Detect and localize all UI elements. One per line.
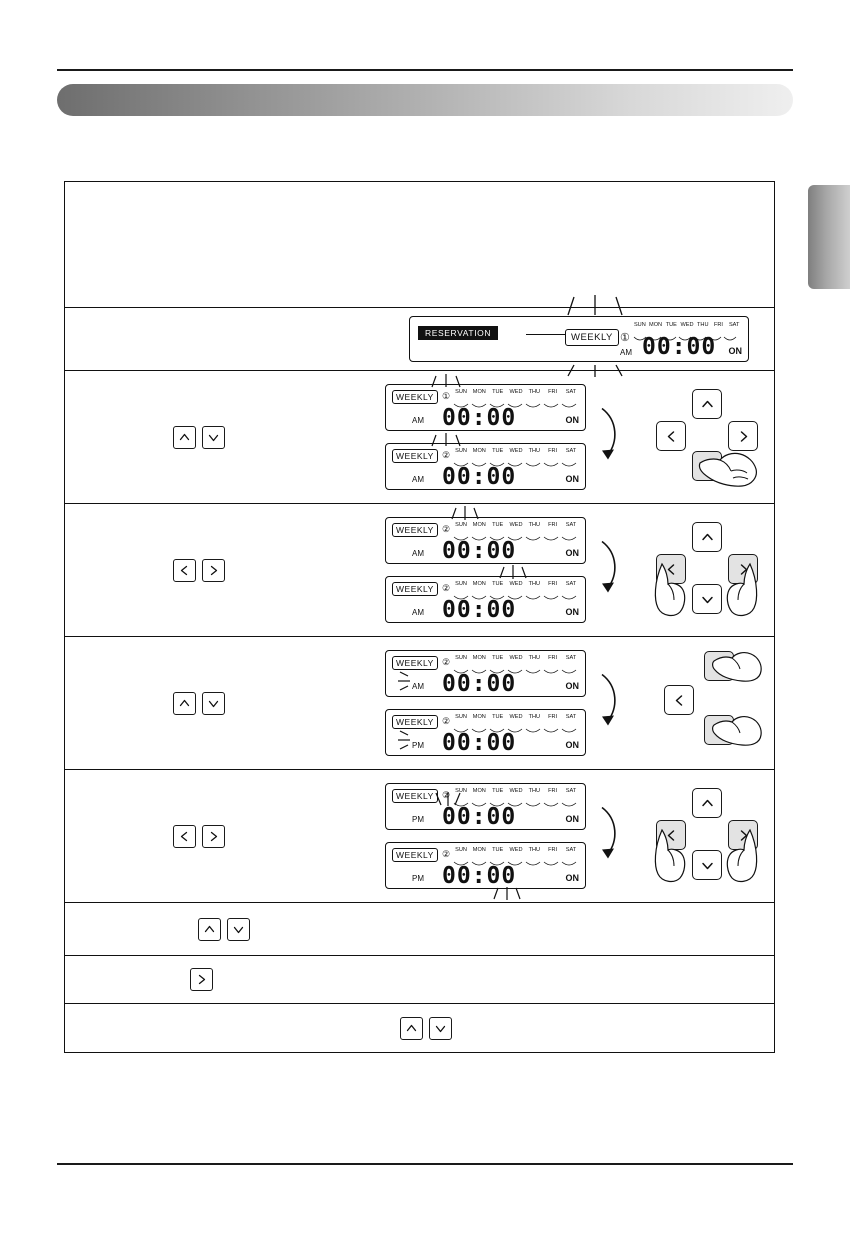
lcd-time-value: 00:00: [642, 334, 717, 360]
procedure-table: [64, 181, 775, 1053]
lcd-weekly-badge: WEEKLY: [392, 449, 438, 463]
lcd-slot-number: ②: [442, 849, 451, 859]
lcd-day-sat: SAT: [565, 448, 577, 454]
lcd-day-mon: MON: [472, 522, 486, 528]
remote-illustration-1: [638, 371, 774, 503]
lcd-day-tue: TUE: [492, 655, 504, 661]
remote-down-button[interactable]: [692, 584, 722, 614]
lcd-day-sun: SUN: [455, 389, 467, 395]
down-arrow-key[interactable]: [227, 918, 250, 941]
keys-group-up-down-4: [65, 1004, 774, 1052]
lcd-ampm-indicator: AM: [412, 682, 424, 691]
lcd-day-row: [452, 522, 580, 528]
up-arrow-key[interactable]: [173, 692, 196, 715]
right-arrow-key[interactable]: [202, 825, 225, 848]
lcd-day-arcs: [452, 456, 580, 463]
lcd-weekly-badge: WEEKLY: [392, 582, 438, 596]
down-arrow-key[interactable]: [202, 426, 225, 449]
keys-group-left-right-2: [65, 770, 333, 902]
lcd-day-sat: SAT: [565, 788, 577, 794]
lcd-day-sat: SAT: [565, 522, 577, 528]
lcd-day-sun: SUN: [455, 655, 467, 661]
lcd-ampm-indicator: AM: [412, 608, 424, 617]
left-arrow-key[interactable]: [173, 559, 196, 582]
down-arrow-key[interactable]: [429, 1017, 452, 1040]
lcd-day-sat: SAT: [565, 389, 577, 395]
pointing-hand-left-icon: [652, 828, 690, 884]
blink-mark-day-sun: [448, 505, 482, 521]
lcd-weekly-badge: WEEKLY: [392, 656, 438, 670]
lcd-day-wed: WED: [509, 522, 523, 528]
lcd-time-value: 00:00: [442, 597, 517, 623]
lcd-lead-line: [526, 334, 566, 335]
remote-right-button[interactable]: [728, 421, 758, 451]
lcd-day-arcs: [452, 530, 580, 537]
lcd-day-fri: FRI: [548, 655, 558, 661]
lcd-ampm-indicator: AM: [412, 549, 424, 558]
lcd-display-top: [385, 783, 586, 830]
lcd-on-indicator: ON: [565, 681, 579, 691]
lcd-time-value: 00:00: [442, 464, 517, 490]
right-arrow-key[interactable]: [202, 559, 225, 582]
lcd-day-sat: SAT: [565, 655, 577, 661]
lcd-day-sat: SAT: [728, 322, 740, 328]
blink-mark-slot: [426, 373, 466, 389]
lcd-day-fri: FRI: [713, 322, 723, 328]
lcd-weekly-badge: WEEKLY: [392, 789, 438, 803]
table-row-step-adjust: [65, 903, 774, 956]
keys-group-up-down-2: [65, 637, 333, 769]
lcd-day-wed: WED: [509, 581, 523, 587]
lcd-day-sat: SAT: [565, 581, 577, 587]
lcd-display-bottom: [385, 842, 586, 889]
lcd-on-indicator: ON: [565, 548, 579, 558]
remote-illustration-3: [638, 637, 774, 769]
remote-left-button[interactable]: [656, 421, 686, 451]
lcd-day-arcs: [452, 722, 580, 729]
lcd-day-wed: WED: [509, 714, 523, 720]
lcd-day-thu: THU: [528, 847, 541, 853]
pointing-hand-right-icon: [722, 562, 760, 618]
right-arrow-key[interactable]: [190, 968, 213, 991]
lcd-day-thu: THU: [528, 788, 541, 794]
flow-arrow: [598, 804, 624, 869]
table-row-intro: [65, 182, 774, 308]
lcd-day-arcs: [452, 663, 580, 670]
lcd-day-tue: TUE: [492, 522, 504, 528]
lcd-day-mon: MON: [472, 714, 486, 720]
pointing-hand-icon-top: [712, 649, 764, 683]
remote-illustration-4: [638, 770, 774, 902]
lcd-day-sun: SUN: [455, 581, 467, 587]
lcd-day-fri: FRI: [548, 714, 558, 720]
lcd-slot-number: ②: [442, 524, 451, 534]
lcd-day-fri: FRI: [548, 522, 558, 528]
up-arrow-key[interactable]: [400, 1017, 423, 1040]
lcd-on-indicator: ON: [565, 873, 579, 883]
up-arrow-key[interactable]: [173, 426, 196, 449]
lcd-day-tue: TUE: [492, 847, 504, 853]
lcd-day-wed: WED: [680, 322, 694, 328]
lcd-ampm-indicator: PM: [412, 741, 424, 750]
lcd-time-value: 00:00: [442, 538, 517, 564]
lcd-day-mon: MON: [472, 581, 486, 587]
lcd-day-row: [452, 788, 580, 794]
up-arrow-key[interactable]: [198, 918, 221, 941]
lcd-day-tue: TUE: [492, 714, 504, 720]
keys-group-left-right-1: [65, 504, 333, 636]
lcd-day-mon: MON: [472, 788, 486, 794]
lcd-display-top: [385, 384, 586, 431]
pointing-hand-icon: [698, 449, 760, 489]
lcd-pair-time: [333, 770, 638, 902]
lcd-weekly-badge: WEEKLY: [565, 329, 619, 346]
footer-rule: [57, 1163, 793, 1165]
lcd-day-sun: SUN: [455, 714, 467, 720]
remote-illustration-2: [638, 504, 774, 636]
lcd-day-thu: THU: [696, 322, 709, 328]
lcd-pair-reservation-number: [333, 371, 638, 503]
lcd-day-tue: TUE: [492, 581, 504, 587]
flow-arrow: [598, 671, 624, 736]
lcd-time-value: 00:00: [442, 804, 517, 830]
lcd-day-row: [452, 389, 580, 395]
lcd-day-wed: WED: [509, 389, 523, 395]
pointing-hand-icon-bottom: [712, 713, 764, 747]
remote-up-button[interactable]: [692, 788, 722, 818]
lcd-day-arcs: [452, 589, 580, 596]
lcd-ampm-indicator: AM: [412, 475, 424, 484]
pointing-hand-right-icon: [722, 828, 760, 884]
lcd-day-wed: WED: [509, 448, 523, 454]
lcd-on-indicator: ON: [565, 814, 579, 824]
lcd-weekly-badge: WEEKLY: [392, 390, 438, 404]
keys-group-right: [65, 956, 774, 1003]
lcd-day-arcs: [452, 796, 580, 803]
lcd-day-thu: THU: [528, 655, 541, 661]
lcd-day-tue: TUE: [665, 322, 677, 328]
flow-arrow: [598, 405, 624, 470]
lcd-ampm-indicator: PM: [412, 815, 424, 824]
lcd-day-sat: SAT: [565, 847, 577, 853]
down-arrow-key[interactable]: [202, 692, 225, 715]
table-row-select-day: [65, 504, 774, 637]
table-row-select-ampm: [65, 637, 774, 770]
lcd-day-fri: FRI: [548, 788, 558, 794]
blink-mark-slot: [426, 432, 466, 448]
table-row-select-reservation-number: [65, 371, 774, 504]
lcd-day-row: [452, 714, 580, 720]
lcd-time-value: 00:00: [442, 405, 517, 431]
lcd-display-bottom: [385, 576, 586, 623]
lcd-display-bottom: [385, 709, 586, 756]
lcd-day-sun: SUN: [455, 847, 467, 853]
lcd-day-wed: WED: [509, 655, 523, 661]
lcd-on-indicator: ON: [565, 740, 579, 750]
lcd-on-indicator: ON: [565, 415, 579, 425]
lcd-weekly-badge: WEEKLY: [392, 715, 438, 729]
lcd-day-fri: FRI: [548, 581, 558, 587]
lcd-day-sun: SUN: [455, 788, 467, 794]
lcd-ampm-indicator: AM: [620, 348, 632, 357]
lcd-display-bottom: [385, 443, 586, 490]
remote-up-button[interactable]: [692, 389, 722, 419]
page-side-tab: [808, 185, 850, 289]
lcd-day-wed: WED: [509, 788, 523, 794]
lcd-day-mon: MON: [649, 322, 663, 328]
lcd-ampm-indicator: PM: [412, 874, 424, 883]
lcd-slot-number: ②: [442, 657, 451, 667]
remote-left-button[interactable]: [664, 685, 694, 715]
lcd-day-mon: MON: [472, 655, 486, 661]
flow-arrow: [598, 538, 624, 603]
table-row-select-time: [65, 770, 774, 903]
pointing-hand-left-icon: [652, 562, 690, 618]
table-row-step-next: [65, 956, 774, 1004]
lcd-day-sun: SUN: [455, 522, 467, 528]
lcd-on-indicator: ON: [728, 346, 742, 356]
lcd-display-top: [385, 517, 586, 564]
lcd-pair-day: [333, 504, 638, 636]
lcd-time-value: 00:00: [442, 863, 517, 889]
lcd-day-mon: MON: [472, 847, 486, 853]
keys-group-up-down-1: [65, 371, 333, 503]
section-banner: [57, 84, 793, 116]
lcd-day-tue: TUE: [492, 448, 504, 454]
lcd-pair-ampm: [333, 637, 638, 769]
lcd-slot-number: ①: [442, 391, 451, 401]
lcd-day-thu: THU: [528, 448, 541, 454]
lcd-display-reservation: [409, 316, 749, 362]
lcd-time-value: 00:00: [442, 730, 517, 756]
lcd-slot-number: ②: [442, 583, 451, 593]
lcd-day-mon: MON: [472, 389, 486, 395]
lcd-day-thu: THU: [528, 581, 541, 587]
lcd-on-indicator: ON: [565, 607, 579, 617]
lcd-reservation-badge: RESERVATION: [418, 326, 498, 340]
intro-text: [65, 231, 101, 259]
lcd-slot-number: ②: [442, 790, 451, 800]
lcd-day-sun: SUN: [455, 448, 467, 454]
keys-group-up-down-3: [65, 903, 774, 955]
lcd-day-row: [452, 448, 580, 454]
lcd-time-value: 00:00: [442, 671, 517, 697]
lcd-weekly-badge: WEEKLY: [392, 523, 438, 537]
lcd-day-row: [452, 581, 580, 587]
lcd-on-indicator: ON: [565, 474, 579, 484]
lcd-day-fri: FRI: [548, 448, 558, 454]
lcd-day-thu: THU: [528, 522, 541, 528]
lcd-day-thu: THU: [528, 389, 541, 395]
blink-mark-day-wed: [496, 564, 530, 580]
lcd-day-row: [452, 847, 580, 853]
lcd-slot-number: ②: [442, 716, 451, 726]
lcd-day-row: [632, 322, 742, 328]
lcd-display-top: [385, 650, 586, 697]
lcd-slot-number: ②: [442, 450, 451, 460]
lcd-ampm-indicator: AM: [412, 416, 424, 425]
remote-down-button[interactable]: [692, 850, 722, 880]
lcd-day-arcs: [452, 855, 580, 862]
lcd-slot-number: ①: [620, 332, 630, 344]
lcd-day-sat: SAT: [565, 714, 577, 720]
lcd-day-wed: WED: [509, 847, 523, 853]
lcd-day-arcs: [452, 397, 580, 404]
lcd-day-mon: MON: [472, 448, 486, 454]
lcd-day-fri: FRI: [548, 389, 558, 395]
lcd-day-fri: FRI: [548, 847, 558, 853]
table-row-step-final: [65, 1004, 774, 1052]
left-arrow-key[interactable]: [173, 825, 196, 848]
table-row-reservation-display: [65, 308, 774, 371]
header-rule: [57, 69, 793, 71]
lcd-day-tue: TUE: [492, 389, 504, 395]
lcd-day-sun: SUN: [633, 322, 646, 328]
lcd-day-row: [452, 655, 580, 661]
remote-up-button[interactable]: [692, 522, 722, 552]
lcd-day-thu: THU: [528, 714, 541, 720]
lcd-day-tue: TUE: [492, 788, 504, 794]
lcd-weekly-badge: WEEKLY: [392, 848, 438, 862]
